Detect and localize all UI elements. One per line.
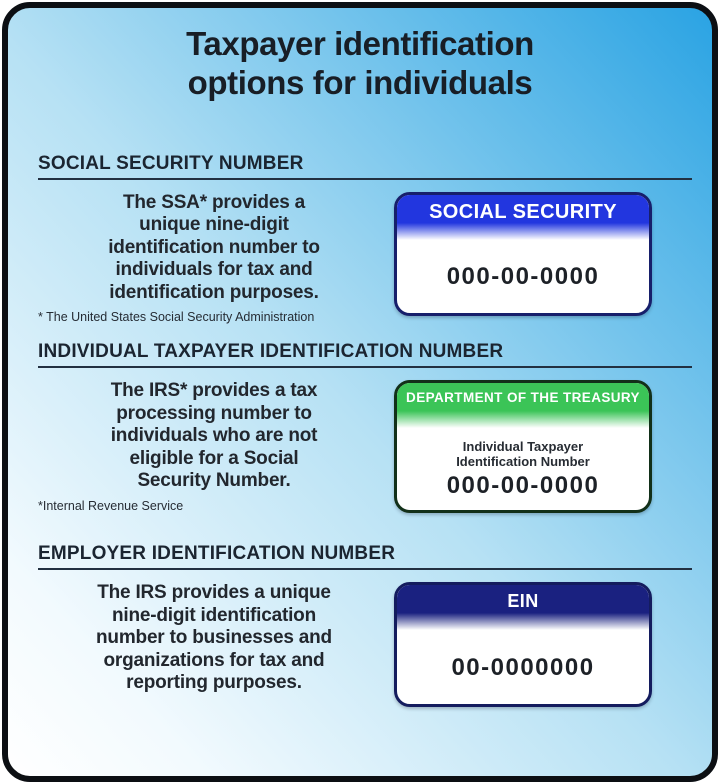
card-number: 00-0000000: [451, 654, 595, 682]
social-security-card: [394, 192, 652, 316]
description-line: individuals who are not: [110, 425, 318, 447]
sections-container: [8, 153, 712, 708]
card-number: 000-00-0000: [446, 263, 600, 291]
section-row: [38, 192, 692, 325]
description-line: The IRS* provides a tax: [110, 380, 318, 402]
description-line: processing number to: [116, 402, 312, 424]
page-title: [8, 25, 712, 103]
card-subtitle-line: Individual Taxpayer: [462, 438, 584, 454]
section-description: [38, 582, 390, 695]
section-row: [38, 380, 692, 513]
card-subtitle-line: Identification Number: [456, 454, 590, 470]
card-header: [397, 383, 649, 428]
footnote: * The United States Social Security Administration: [38, 310, 315, 325]
page-title-line-1: Taxpayer identification: [186, 25, 534, 62]
description-line: individuals for tax and: [115, 259, 313, 281]
card-header-label: DEPARTMENT OF THE TREASURY: [406, 390, 640, 406]
footnote: *Internal Revenue Service: [38, 498, 184, 513]
ein-card: [394, 582, 652, 707]
description-line: identification number to: [108, 236, 320, 258]
description-line: organizations for tax and: [103, 649, 325, 671]
section-heading: INDIVIDUAL TAXPAYER IDENTIFICATION NUMBER: [38, 341, 504, 363]
card-header-label: SOCIAL SECURITY: [429, 200, 617, 223]
section-social-security-number: [38, 153, 692, 325]
section-row: [38, 582, 692, 707]
card-number: 000-00-0000: [446, 471, 600, 499]
section-divider: [38, 366, 692, 368]
card-body: [397, 240, 649, 313]
card-header-label: EIN: [507, 591, 539, 612]
description-line: number to businesses and: [96, 627, 332, 649]
description-line: unique nine-digit: [139, 214, 289, 236]
card-header: [397, 585, 649, 630]
section-divider: [38, 178, 692, 180]
page-title-line-2: options for individuals: [187, 63, 533, 101]
section-description: [38, 192, 390, 325]
section-description: [38, 380, 390, 513]
card-header: [397, 195, 649, 240]
section-employer-identification-number: [38, 543, 692, 707]
section-individual-taxpayer-identification-number: [38, 341, 692, 513]
infographic-poster: [2, 2, 718, 782]
description-line: Security Number.: [137, 470, 291, 492]
card-body: [397, 630, 649, 704]
description-line: reporting purposes.: [126, 672, 302, 694]
description-line: nine-digit identification: [112, 604, 316, 626]
description-line: The SSA* provides a: [122, 191, 306, 213]
section-heading: SOCIAL SECURITY NUMBER: [38, 152, 304, 174]
description-line: The IRS provides a unique: [97, 582, 331, 604]
description-line: identification purposes.: [109, 281, 319, 303]
description-line: eligible for a Social: [129, 447, 299, 469]
section-divider: [38, 568, 692, 570]
itin-card: [394, 380, 652, 513]
section-heading: EMPLOYER IDENTIFICATION NUMBER: [38, 543, 396, 565]
card-body: [397, 428, 649, 510]
